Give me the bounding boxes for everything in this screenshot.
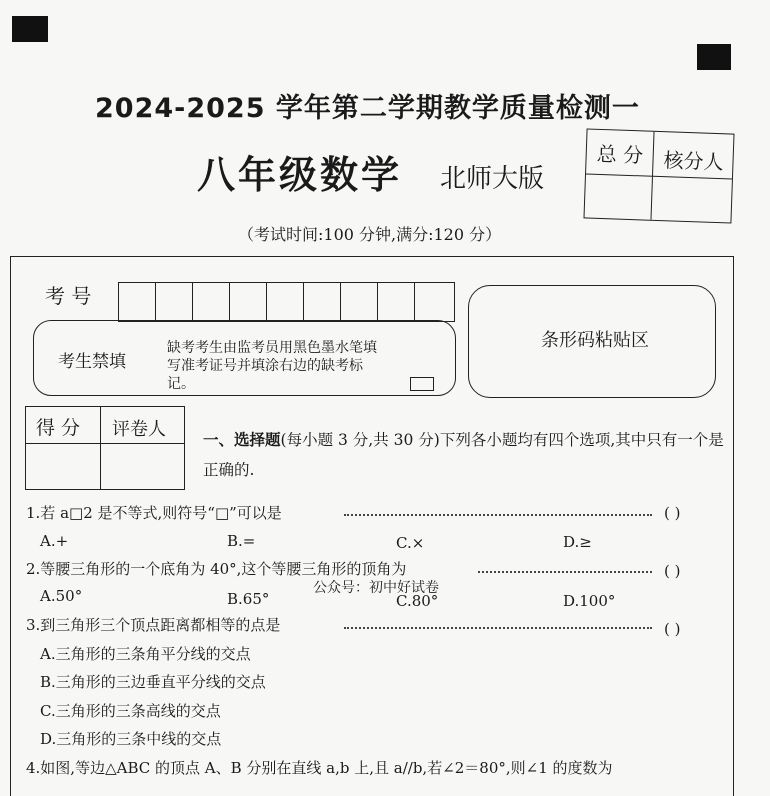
question-3-option-c: C.三角形的三条高线的交点 — [40, 702, 221, 720]
edition-label: 北师大版 — [440, 164, 545, 194]
question-4-stem: 4.如图,等边△ABC 的顶点 A、B 分别在直线 a,b 上,且 a//b,若∠2＝80°,则∠1 的度数为 — [26, 759, 613, 777]
barcode-area — [468, 285, 716, 398]
student-id-cell[interactable] — [304, 283, 341, 321]
student-id-cell[interactable] — [267, 283, 304, 321]
question-3-option-d: D.三角形的三条中线的交点 — [40, 730, 222, 748]
banned-fill-instructions: 缺考考生由监考员用黑色墨水笔填写准考证号并填涂右边的缺考标记。 — [167, 340, 377, 392]
section-description — [203, 425, 733, 485]
student-id-cells[interactable] — [118, 282, 455, 322]
registration-mark-left — [12, 16, 48, 42]
question-1-option-d: D.≥ — [563, 533, 592, 551]
watermark-text: 公众号：初中好试卷 — [313, 580, 439, 596]
question-3-option-a: A.三角形的三条角平分线的交点 — [40, 645, 251, 663]
banned-fill-box — [33, 320, 456, 396]
student-id-cell[interactable] — [156, 283, 193, 321]
student-id-cell[interactable] — [193, 283, 230, 321]
checker-label: 核分人 — [663, 148, 724, 175]
grader-table-divider-h — [26, 443, 184, 444]
question-1-option-a: A.+ — [40, 532, 69, 550]
question-2-option-a: A.50° — [40, 587, 83, 605]
question-1-leader — [344, 514, 652, 516]
question-2-option-d: D.100° — [563, 592, 616, 610]
question-1-stem: 1.若 a□2 是不等式,则符号“□”可以是 — [26, 504, 282, 522]
question-2-leader — [478, 571, 652, 573]
question-3-stem: 3.到三角形三个顶点距离都相等的点是 — [26, 616, 281, 634]
question-1-option-b: B.= — [227, 532, 256, 550]
student-id-label: 考 号 — [45, 284, 92, 308]
total-score-label: 总 分 — [596, 141, 644, 168]
banned-fill-label: 考生禁填 — [58, 352, 126, 372]
exam-info: （考试时间:100 分钟,满分:120 分） — [238, 225, 502, 244]
question-3-leader — [344, 627, 652, 629]
question-1-answer-bracket[interactable]: ( ) — [664, 504, 681, 522]
student-id-cell[interactable] — [341, 283, 378, 321]
question-3-answer-bracket[interactable]: ( ) — [664, 620, 681, 638]
student-id-cell[interactable] — [119, 283, 156, 321]
grader-table-divider-v — [100, 407, 101, 489]
absent-mark-box[interactable] — [410, 377, 434, 391]
score-label: 得 分 — [36, 417, 81, 439]
question-2-stem: 2.等腰三角形的一个底角为 40°,这个等腰三角形的顶角为 — [26, 560, 407, 578]
section-title: 一、选择题 — [203, 430, 281, 449]
question-2-answer-bracket[interactable]: ( ) — [664, 562, 681, 580]
question-3-option-b: B.三角形的三边垂直平分线的交点 — [40, 673, 266, 691]
question-2-option-b: B.65° — [227, 590, 270, 608]
section-instructions: (每小题 3 分,共 30 分)下列各小题均有四个选项,其中只有一个是正确的. — [203, 431, 724, 479]
student-id-cell[interactable] — [230, 283, 267, 321]
student-id-cell[interactable] — [378, 283, 415, 321]
reviewer-label: 评卷人 — [112, 419, 166, 440]
registration-mark-right — [697, 44, 731, 70]
subject-title: 八年级数学 — [197, 152, 403, 197]
exam-title-line: 2024-2025 学年第二学期教学质量检测一 — [95, 93, 640, 124]
barcode-label: 条形码粘贴区 — [541, 330, 649, 351]
grader-table — [25, 406, 185, 490]
student-id-cell[interactable] — [415, 283, 452, 321]
total-score-table — [583, 128, 734, 223]
question-2-option-c: C.80° — [396, 592, 439, 610]
question-1-option-c: C.× — [396, 534, 425, 552]
